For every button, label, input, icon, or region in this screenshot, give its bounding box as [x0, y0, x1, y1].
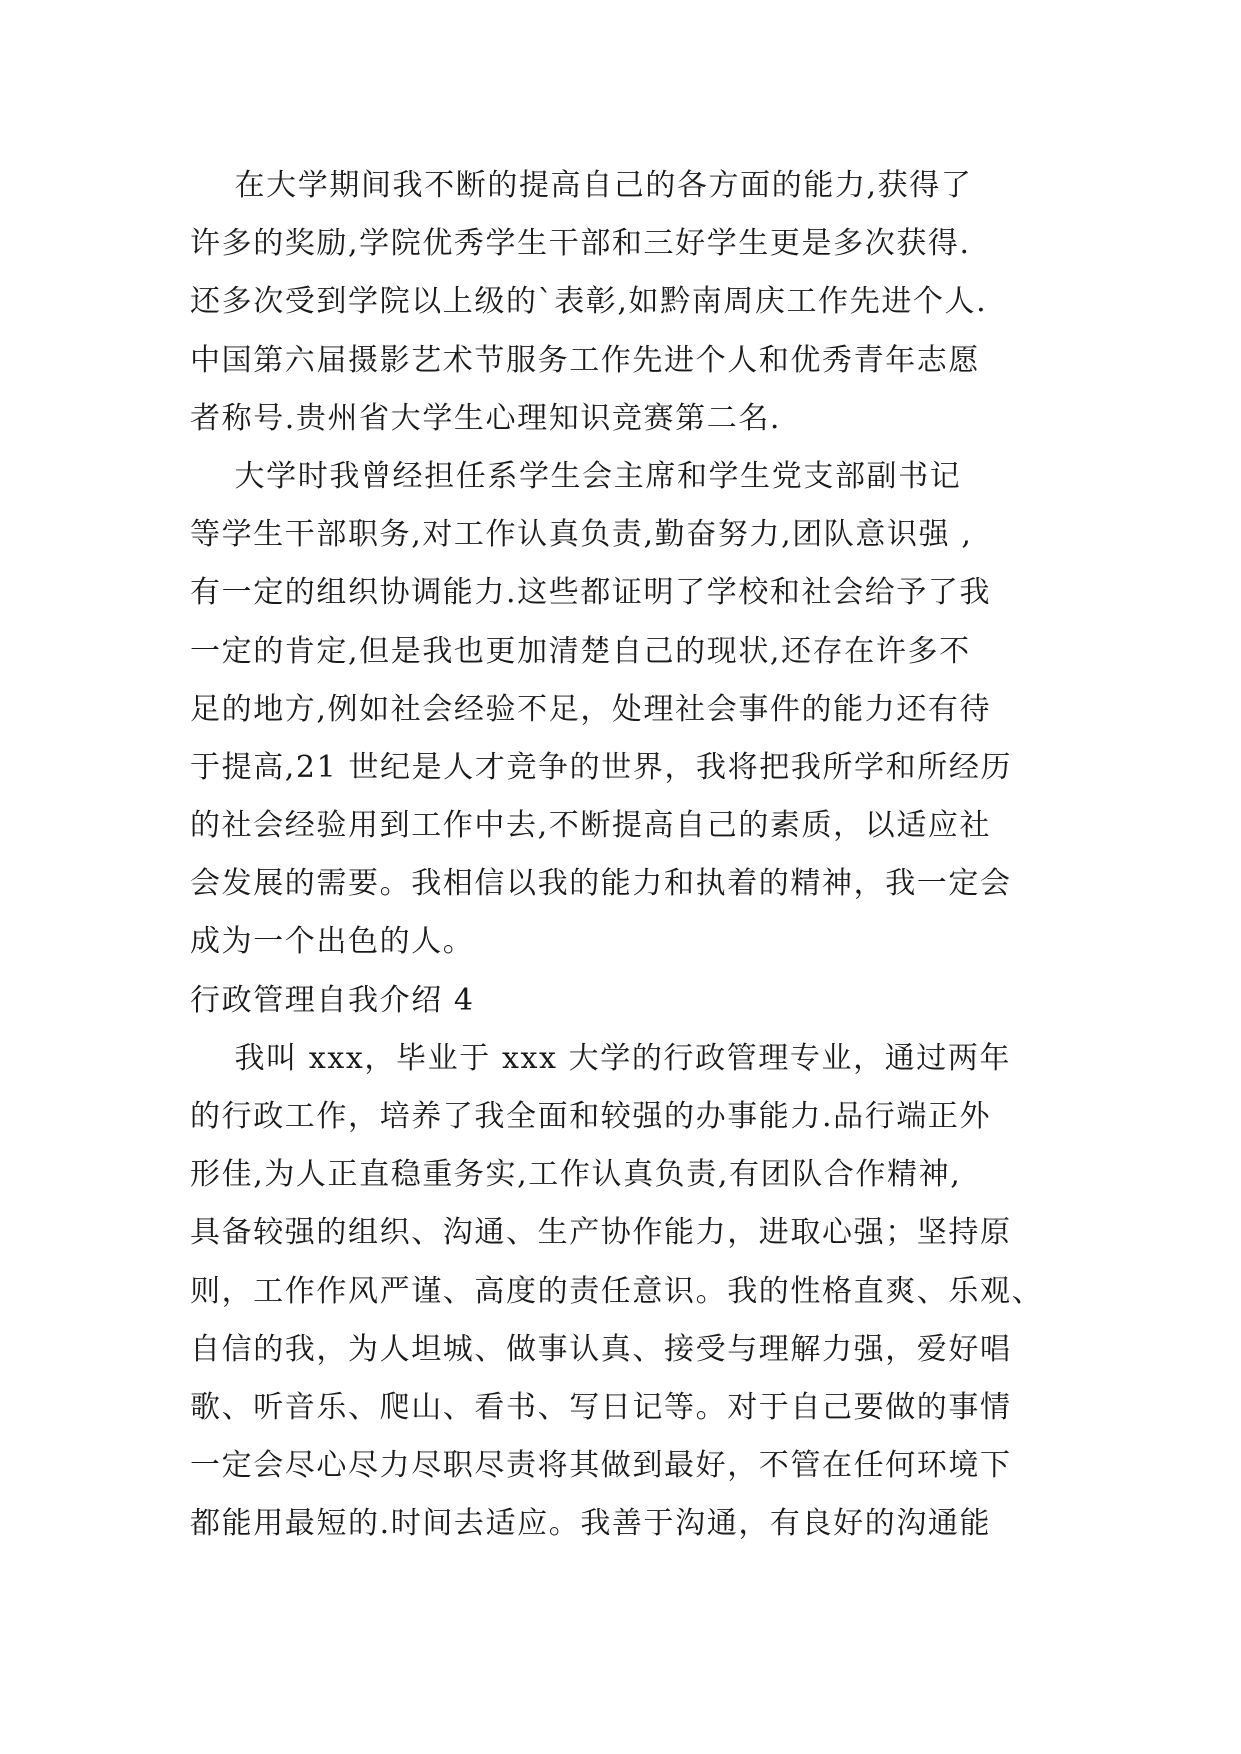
text-line: 形佳,为人正直稳重务实,工作认真负责,有团队合作精神, — [190, 1157, 962, 1193]
text-line: 一定的肯定,但是我也更加清楚自己的现状,还存在许多不 — [190, 633, 971, 669]
text-line: 等学生干部职务,对工作认真负责,勤奋努力,团队意识强 , — [190, 517, 973, 553]
text-line: 的行政工作，培养了我全面和较强的办事能力.品行端正外 — [190, 1099, 992, 1134]
text-line: 则，工作作风严谨、高度的责任意识。我的性格直爽、乐观、 — [190, 1273, 1044, 1309]
text-line: 许多的奖励,学院优秀学生干部和三好学生更是多次获得. — [190, 226, 971, 262]
text-line: 歌、听音乐、爬山、看书、写日记等。对于自己要做的事情 — [190, 1389, 1012, 1425]
text-line: 成为一个出色的人。 — [190, 924, 475, 960]
text-line: 于提高,21 世纪是人才竞争的世界，我将把我所学和所经历 — [190, 749, 1013, 785]
text-line: 我叫 xxx，毕业于 xxx 大学的行政管理专业，通过两年 — [190, 1040, 1012, 1076]
section-heading: 行政管理自我介绍 4 — [190, 982, 475, 1018]
text-line: 都能用最短的.时间去适应。我善于沟通，有良好的沟通能 — [190, 1506, 992, 1542]
text-line: 者称号.贵州省大学生心理知识竞赛第二名. — [190, 400, 782, 436]
text-line: 具备较强的组织、沟通、生产协作能力，进取心强；坚持原 — [190, 1215, 1012, 1251]
paragraph-achievements — [190, 157, 1060, 448]
paragraph-student-roles — [190, 448, 1060, 972]
text-line: 会发展的需要。我相信以我的能力和执着的精神，我一定会 — [190, 866, 1012, 902]
text-line: 大学时我曾经担任系学生会主席和学生党支部副书记 — [190, 458, 962, 494]
text-line: 的社会经验用到工作中去,不断提高自己的素质，以适应社 — [190, 808, 992, 844]
text-line: 还多次受到学院以上级的`表彰,如黔南周庆工作先进个人. — [190, 284, 988, 320]
text-line: 一定会尽心尽力尽职尽责将其做到最好，不管在任何环境下 — [190, 1448, 1012, 1484]
text-line: 中国第六届摄影艺术节服务工作先进个人和优秀青年志愿 — [190, 342, 980, 378]
text-line: 有一定的组织协调能力.这些都证明了学校和社会给予了我 — [190, 575, 992, 611]
text-line: 足的地方,例如社会经验不足，处理社会事件的能力还有待 — [190, 691, 992, 727]
text-line: 在大学期间我不断的提高自己的各方面的能力,获得了 — [190, 168, 973, 203]
paragraph-self-introduction — [190, 1030, 1060, 1554]
text-line: 自信的我，为人坦城、做事认真、接受与理解力强，爱好唱 — [190, 1331, 1012, 1367]
document-body — [190, 157, 1060, 1554]
